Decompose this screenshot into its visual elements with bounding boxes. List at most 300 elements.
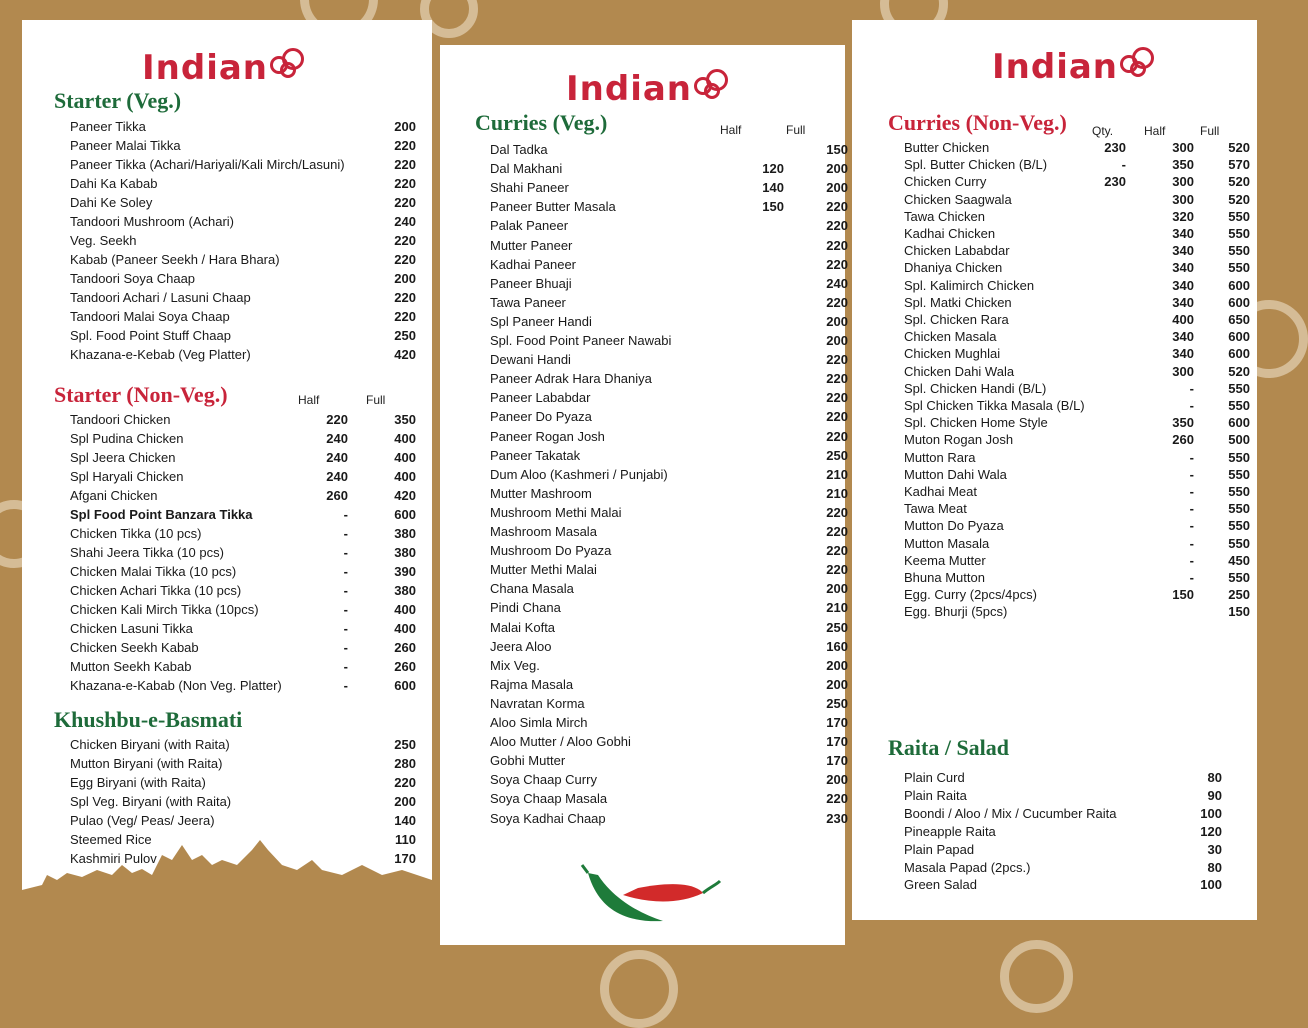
menu-item-name: Chicken Seekh Kabab [70, 640, 199, 655]
menu-item-price-full: 550 [1228, 208, 1250, 224]
menu-item-price-full: 220 [826, 218, 848, 234]
menu-item-row [70, 545, 420, 564]
menu-page-right [852, 20, 1257, 920]
menu-item-price-full: 220 [826, 256, 848, 272]
menu-item-row [70, 564, 420, 583]
section-title-basmati: Khushbu-e-Basmati [54, 707, 243, 732]
menu-item-row [490, 218, 848, 237]
brand-logo: Indian [142, 48, 304, 88]
menu-item-price-half: - [1189, 466, 1194, 482]
menu-item-row [70, 412, 420, 431]
menu-item-price-half: 350 [1172, 157, 1194, 173]
menu-item-price-full: 160 [826, 638, 848, 654]
menu-item-row [904, 278, 1249, 297]
menu-item-name: Chicken Biryani (with Raita) [70, 737, 230, 752]
menu-item-name: Chicken Curry [904, 174, 987, 190]
menu-item-row [904, 518, 1249, 537]
menu-item-row [490, 600, 848, 619]
menu-item-row [490, 791, 848, 810]
menu-item-name: Tandoori Achari / Lasuni Chaap [70, 290, 251, 305]
menu-item-name: Chicken Lababdar [904, 243, 1010, 259]
menu-item-name: Boondi / Aloo / Mix / Cucumber Raita [904, 805, 1117, 821]
menu-item-price-half: - [343, 640, 348, 655]
menu-item-price-full: 220 [826, 428, 848, 444]
menu-item-name: Spl Chicken Tikka Masala (B/L) [904, 398, 1085, 413]
menu-item-name: Paneer Rogan Josh [490, 428, 605, 444]
menu-item-row [490, 466, 848, 486]
menu-item-row [70, 195, 420, 214]
menu-item-row [904, 770, 1249, 789]
menu-item-price-full: 600 [1228, 294, 1250, 310]
logo-rings-icon [694, 69, 728, 97]
menu-item-name: Kashmiri Pulov [70, 851, 157, 866]
menu-item-price-full: 80 [1207, 859, 1222, 875]
menu-item-price-full: 520 [1228, 363, 1250, 379]
menu-item-name: Mutton Seekh Kabab [70, 659, 192, 674]
menu-item-name: Mutter Mashroom [490, 485, 592, 501]
menu-item-row [70, 431, 420, 450]
menu-item-name: Kadhai Meat [904, 484, 977, 499]
menu-item-price-half: 260 [1172, 432, 1194, 448]
menu-item-name: Chicken Saagwala [904, 191, 1012, 207]
menu-item-name: Keema Mutter [904, 552, 986, 568]
menu-item-price-half: 150 [762, 199, 784, 215]
menu-item-name: Shahi Jeera Tikka (10 pcs) [70, 545, 224, 560]
menu-item-price-half: - [343, 602, 348, 617]
menu-item-price-full: 550 [1228, 518, 1250, 534]
menu-item-price-full: 220 [394, 195, 416, 210]
menu-item-row [490, 333, 848, 352]
menu-item-row [490, 657, 848, 677]
menu-item-price-full: 230 [826, 810, 848, 826]
menu-item-price-full: 570 [1228, 157, 1250, 173]
menu-item-name: Masala Papad (2pcs.) [904, 859, 1031, 875]
menu-item-row [490, 390, 848, 409]
menu-item-price-half: 340 [1172, 226, 1194, 241]
menu-page-middle [440, 45, 848, 945]
menu-item-price-qty: - [1121, 157, 1126, 173]
menu-item-price-full: 600 [1228, 277, 1250, 293]
menu-item-name: Tandoori Soya Chaap [70, 271, 196, 286]
menu-item-price-full: 200 [826, 180, 848, 196]
menu-item-row [904, 450, 1249, 469]
menu-item-price-full: 220 [394, 157, 416, 172]
menu-item-price-full: 420 [394, 347, 416, 362]
menu-item-name: Malai Kofta [490, 619, 556, 635]
menu-item-name: Paneer Butter Masala [490, 199, 616, 215]
menu-item-row [490, 275, 848, 295]
menu-item-price-full: 210 [826, 600, 848, 616]
menu-item-name: Spl Veg. Biryani (with Raita) [70, 794, 232, 809]
menu-item-price-full: 200 [394, 794, 416, 809]
menu-item-row [490, 695, 848, 715]
menu-item-name: Tandoori Chicken [70, 412, 171, 427]
menu-item-row [70, 233, 420, 252]
menu-item-row [70, 678, 420, 697]
menu-item-price-full: 200 [826, 657, 848, 673]
menu-item-price-full: 550 [1228, 570, 1250, 585]
menu-item-price-half: 340 [1172, 329, 1194, 345]
menu-item-price-full: 170 [394, 851, 416, 866]
column-header-qty: Qty. [1092, 124, 1114, 138]
menu-item-name: Dhaniya Chicken [904, 260, 1003, 276]
menu-item-price-half: 300 [1172, 191, 1194, 207]
menu-item-name: Dewani Handi [490, 352, 571, 368]
menu-item-row [490, 504, 848, 524]
menu-item-row [70, 214, 420, 233]
menu-item-price-half: - [343, 526, 348, 541]
column-header-half: Half [720, 123, 742, 137]
menu-item-price-full: 350 [394, 412, 416, 427]
menu-item-price-half: - [343, 621, 348, 636]
menu-item-price-full: 380 [394, 583, 416, 598]
menu-item-row [904, 860, 1249, 879]
menu-item-name: Butter Chicken [904, 140, 990, 155]
menu-item-row [490, 485, 848, 505]
menu-item-price-full: 100 [1200, 805, 1222, 821]
menu-item-price-full: 100 [1200, 877, 1222, 893]
menu-item-price-half: 300 [1172, 363, 1194, 379]
menu-item-name: Spl. Chicken Home Style [904, 415, 1048, 431]
menu-item-price-full: 250 [394, 737, 416, 752]
menu-item-price-full: 150 [826, 142, 848, 157]
menu-item-name: Mutter Paneer [490, 237, 573, 253]
menu-item-row [70, 176, 420, 195]
brand-logo: Indian [566, 69, 728, 109]
menu-item-price-half: - [343, 564, 348, 579]
menu-item-name: Plain Curd [904, 770, 965, 785]
menu-item-price-half: - [343, 678, 348, 693]
menu-item-name: Mutton Rara [904, 449, 976, 465]
section-title-starter-veg: Starter (Veg.) [54, 88, 182, 113]
menu-item-name: Paneer Do Pyaza [490, 409, 592, 425]
menu-item-row [490, 180, 848, 199]
menu-item-price-half: - [1189, 449, 1194, 465]
menu-item-row [490, 753, 848, 772]
menu-item-row [70, 119, 420, 138]
menu-item-price-full: 220 [826, 543, 848, 559]
menu-item-price-full: 80 [1207, 770, 1222, 785]
menu-item-name: Egg Biryani (with Raita) [70, 775, 206, 790]
menu-item-price-half: 300 [1172, 140, 1194, 155]
menu-item-row [904, 329, 1249, 348]
logo-rings-icon [270, 48, 304, 76]
menu-item-name: Shahi Paneer [490, 180, 569, 196]
menu-item-row [904, 484, 1249, 503]
menu-item-name: Spl. Food Point Stuff Chaap [70, 328, 231, 343]
menu-item-row [70, 347, 420, 366]
menu-item-row [70, 328, 420, 347]
menu-item-row [490, 715, 848, 734]
menu-item-price-full: 550 [1228, 535, 1250, 551]
menu-item-row [70, 813, 420, 832]
menu-item-row [904, 604, 1249, 623]
menu-item-price-full: 220 [394, 176, 416, 191]
menu-item-row [904, 432, 1249, 451]
menu-item-name: Kabab (Paneer Seekh / Hara Bhara) [70, 252, 280, 267]
menu-item-name: Spl Food Point Banzara Tikka [70, 507, 253, 522]
menu-item-price-full: 120 [1200, 823, 1222, 839]
menu-item-row [904, 157, 1249, 176]
menu-item-price-full: 170 [826, 753, 848, 769]
menu-item-name: Mutton Masala [904, 535, 990, 551]
menu-item-price-full: 550 [1228, 226, 1250, 241]
menu-item-price-half: 340 [1172, 346, 1194, 362]
menu-item-row [70, 488, 420, 507]
menu-item-row [490, 256, 848, 276]
menu-item-price-full: 170 [826, 715, 848, 730]
menu-item-row [904, 364, 1249, 383]
menu-item-price-full: 550 [1228, 501, 1250, 517]
menu-item-price-full: 140 [394, 813, 416, 828]
menu-item-name: Egg. Curry (2pcs/4pcs) [904, 587, 1037, 603]
menu-item-price-full: 400 [394, 469, 416, 484]
menu-item-name: Palak Paneer [490, 218, 569, 234]
menu-item-row [490, 237, 848, 257]
menu-item-price-full: 200 [826, 676, 848, 692]
menu-item-price-full: 220 [826, 199, 848, 215]
menu-item-price-full: 650 [1228, 312, 1250, 327]
menu-item-row [490, 619, 848, 639]
column-header-full: Full [366, 393, 386, 407]
menu-item-name: Paneer Tikka [70, 119, 146, 134]
menu-item-name: Dahi Ke Soley [70, 195, 153, 210]
menu-item-name: Tawa Paneer [490, 294, 566, 310]
menu-item-price-full: 200 [826, 772, 848, 788]
menu-item-name: Mutter Methi Malai [490, 562, 597, 578]
menu-item-price-half: 240 [326, 431, 348, 446]
menu-item-row [904, 570, 1249, 589]
menu-item-row [490, 524, 848, 543]
menu-item-price-half: 140 [762, 180, 784, 196]
menu-item-name: Paneer Adrak Hara Dhaniya [490, 371, 652, 387]
menu-item-row [490, 447, 848, 467]
menu-item-price-half: 240 [326, 469, 348, 484]
menu-item-price-full: 200 [394, 119, 416, 134]
menu-item-name: Jeera Aloo [490, 638, 552, 654]
menu-item-name: Soya Chaap Masala [490, 791, 608, 807]
menu-item-row [70, 526, 420, 545]
menu-item-price-half: 340 [1172, 277, 1194, 293]
menu-item-price-full: 220 [826, 791, 848, 807]
menu-item-name: Spl. Butter Chicken (B/L) [904, 157, 1048, 173]
menu-item-price-full: 220 [394, 233, 416, 248]
menu-item-price-half: 340 [1172, 294, 1194, 310]
menu-item-price-full: 600 [1228, 415, 1250, 431]
menu-item-name: Chicken Tikka (10 pcs) [70, 526, 202, 541]
menu-item-row [904, 209, 1249, 228]
menu-item-price-full: 200 [826, 313, 848, 329]
chili-pepper-icon [578, 863, 723, 933]
menu-item-price-full: 450 [1228, 552, 1250, 568]
menu-item-price-full: 390 [394, 564, 416, 579]
menu-item-row [70, 507, 420, 526]
menu-item-price-full: 550 [1228, 380, 1250, 396]
menu-item-price-full: 30 [1207, 841, 1222, 857]
menu-item-row [490, 676, 848, 696]
menu-item-name: Afgani Chicken [70, 488, 158, 503]
menu-item-price-full: 500 [1228, 432, 1250, 448]
menu-item-row [904, 192, 1249, 211]
menu-item-row [904, 346, 1249, 365]
menu-item-row [70, 469, 420, 488]
menu-item-price-full: 250 [826, 695, 848, 711]
menu-item-price-full: 200 [394, 271, 416, 286]
menu-item-name: Mashroom Masala [490, 524, 597, 539]
menu-item-price-full: 400 [394, 602, 416, 617]
column-header-half: Half [298, 393, 320, 407]
menu-item-name: Gobhi Mutter [490, 753, 566, 769]
column-header-full: Full [786, 123, 806, 137]
menu-item-row [904, 877, 1249, 896]
menu-item-name: Chicken Malai Tikka (10 pcs) [70, 564, 237, 579]
menu-item-row [70, 309, 420, 328]
menu-item-name: Pulao (Veg/ Peas/ Jeera) [70, 813, 215, 828]
menu-item-price-half: - [1189, 501, 1194, 517]
section-title-curries-veg: Curries (Veg.) [475, 110, 608, 135]
menu-item-price-full: 220 [826, 390, 848, 406]
section-title-curries-nonveg: Curries (Non-Veg.) [888, 110, 1067, 135]
menu-item-name: Veg. Seekh [70, 233, 137, 248]
menu-item-row [490, 371, 848, 390]
section-title-starter-nonveg: Starter (Non-Veg.) [54, 382, 228, 407]
menu-item-row [70, 157, 420, 176]
city-skyline-icon [22, 835, 432, 915]
menu-item-price-full: 240 [394, 214, 416, 229]
menu-item-name: Spl Pudina Chicken [70, 431, 184, 446]
menu-item-row [70, 271, 420, 290]
menu-item-price-half: 320 [1172, 208, 1194, 224]
menu-item-name: Kadhai Paneer [490, 256, 577, 272]
menu-item-name: Khazana-e-Kabab (Non Veg. Platter) [70, 678, 282, 693]
menu-item-price-full: 220 [394, 252, 416, 267]
menu-item-row [904, 226, 1249, 245]
menu-item-name: Paneer Takatak [490, 447, 581, 463]
menu-item-row [904, 553, 1249, 572]
menu-item-row [490, 772, 848, 791]
menu-item-name: Mushroom Do Pyaza [490, 543, 612, 559]
menu-item-price-half: - [1189, 535, 1194, 551]
logo-rings-icon [1120, 47, 1154, 75]
menu-item-name: Mutton Biryani (with Raita) [70, 756, 223, 771]
menu-item-price-full: 380 [394, 526, 416, 541]
menu-item-row [70, 659, 420, 678]
menu-item-price-full: 110 [395, 832, 416, 847]
menu-item-row [904, 501, 1249, 520]
menu-item-row [70, 756, 420, 775]
menu-item-price-half: - [1189, 570, 1194, 585]
menu-item-row [70, 737, 420, 756]
menu-item-name: Paneer Malai Tikka [70, 138, 181, 153]
menu-item-name: Mutton Do Pyaza [904, 518, 1004, 534]
menu-item-price-full: 220 [826, 524, 848, 539]
menu-item-name: Spl. Chicken Rara [904, 312, 1009, 327]
menu-item-name: Aloo Simla Mirch [490, 715, 588, 730]
menu-item-row [490, 810, 848, 830]
menu-item-name: Rajma Masala [490, 676, 574, 692]
menu-item-price-half: - [1189, 518, 1194, 534]
menu-item-name: Pindi Chana [490, 600, 561, 616]
menu-item-name: Paneer Tikka (Achari/Hariyali/Kali Mirch/Lasuni) [70, 157, 345, 172]
menu-item-row [490, 409, 848, 428]
menu-item-price-full: 220 [826, 294, 848, 310]
menu-item-name: Spl Paneer Handi [490, 313, 592, 329]
menu-item-row [904, 842, 1249, 861]
menu-item-price-full: 400 [394, 621, 416, 636]
menu-item-price-full: 200 [826, 161, 848, 177]
menu-item-name: Paneer Bhuaji [490, 275, 572, 291]
menu-item-price-full: 220 [826, 562, 848, 578]
menu-item-price-full: 200 [826, 581, 848, 597]
menu-item-price-full: 250 [1228, 587, 1250, 603]
menu-item-price-half: 340 [1172, 243, 1194, 259]
menu-item-price-full: 240 [826, 275, 848, 291]
menu-item-price-qty: 230 [1104, 140, 1126, 155]
menu-item-name: Plain Raita [904, 787, 967, 803]
menu-item-row [70, 290, 420, 309]
menu-item-price-full: 380 [394, 545, 416, 560]
menu-item-price-full: 210 [826, 485, 848, 501]
menu-item-name: Dal Makhani [490, 161, 563, 177]
menu-item-price-full: 220 [394, 290, 416, 305]
menu-item-row [490, 543, 848, 562]
menu-item-price-half: 350 [1172, 415, 1194, 431]
menu-item-price-full: 600 [1228, 329, 1250, 345]
menu-item-name: Aloo Mutter / Aloo Gobhi [490, 734, 631, 750]
menu-item-row [904, 312, 1249, 331]
menu-item-price-full: 400 [394, 450, 416, 465]
menu-item-row [70, 621, 420, 640]
brand-logo: Indian [992, 47, 1154, 87]
menu-item-price-full: 90 [1207, 787, 1222, 803]
menu-item-row [490, 294, 848, 314]
menu-item-price-half: - [343, 545, 348, 560]
menu-item-price-full: 250 [826, 447, 848, 463]
menu-item-row [904, 174, 1249, 193]
menu-item-price-full: 220 [394, 775, 416, 790]
menu-item-name: Dal Tadka [490, 142, 548, 157]
menu-item-row [70, 138, 420, 157]
menu-item-price-full: 220 [394, 138, 416, 153]
menu-item-price-full: 220 [826, 237, 848, 253]
menu-item-price-full: 250 [394, 328, 416, 343]
menu-item-price-full: 550 [1228, 243, 1250, 259]
menu-item-price-half: 260 [326, 488, 348, 503]
menu-item-price-half: 240 [326, 450, 348, 465]
menu-item-name: Tandoori Mushroom (Achari) [70, 214, 235, 229]
menu-item-name: Chicken Achari Tikka (10 pcs) [70, 583, 242, 598]
menu-item-name: Spl. Chicken Handi (B/L) [904, 380, 1047, 396]
menu-item-price-full: 600 [394, 678, 416, 693]
menu-item-price-full: 550 [1228, 260, 1250, 276]
menu-item-row [70, 775, 420, 794]
menu-item-row [904, 295, 1249, 314]
menu-item-row [70, 640, 420, 659]
menu-item-row [70, 252, 420, 271]
menu-item-name: Spl. Kalimirch Chicken [904, 277, 1035, 293]
menu-item-row [490, 142, 848, 161]
menu-item-price-half: 150 [1172, 587, 1194, 603]
menu-item-name: Chana Masala [490, 581, 574, 597]
menu-item-name: Plain Papad [904, 841, 975, 857]
menu-item-price-full: 550 [1228, 449, 1250, 465]
menu-item-name: Tawa Chicken [904, 208, 985, 224]
menu-item-price-full: 550 [1228, 466, 1250, 482]
menu-item-name: Spl Jeera Chicken [70, 450, 176, 465]
menu-item-price-full: 600 [1228, 346, 1250, 362]
menu-item-row [70, 602, 420, 621]
menu-item-price-half: - [343, 583, 348, 598]
